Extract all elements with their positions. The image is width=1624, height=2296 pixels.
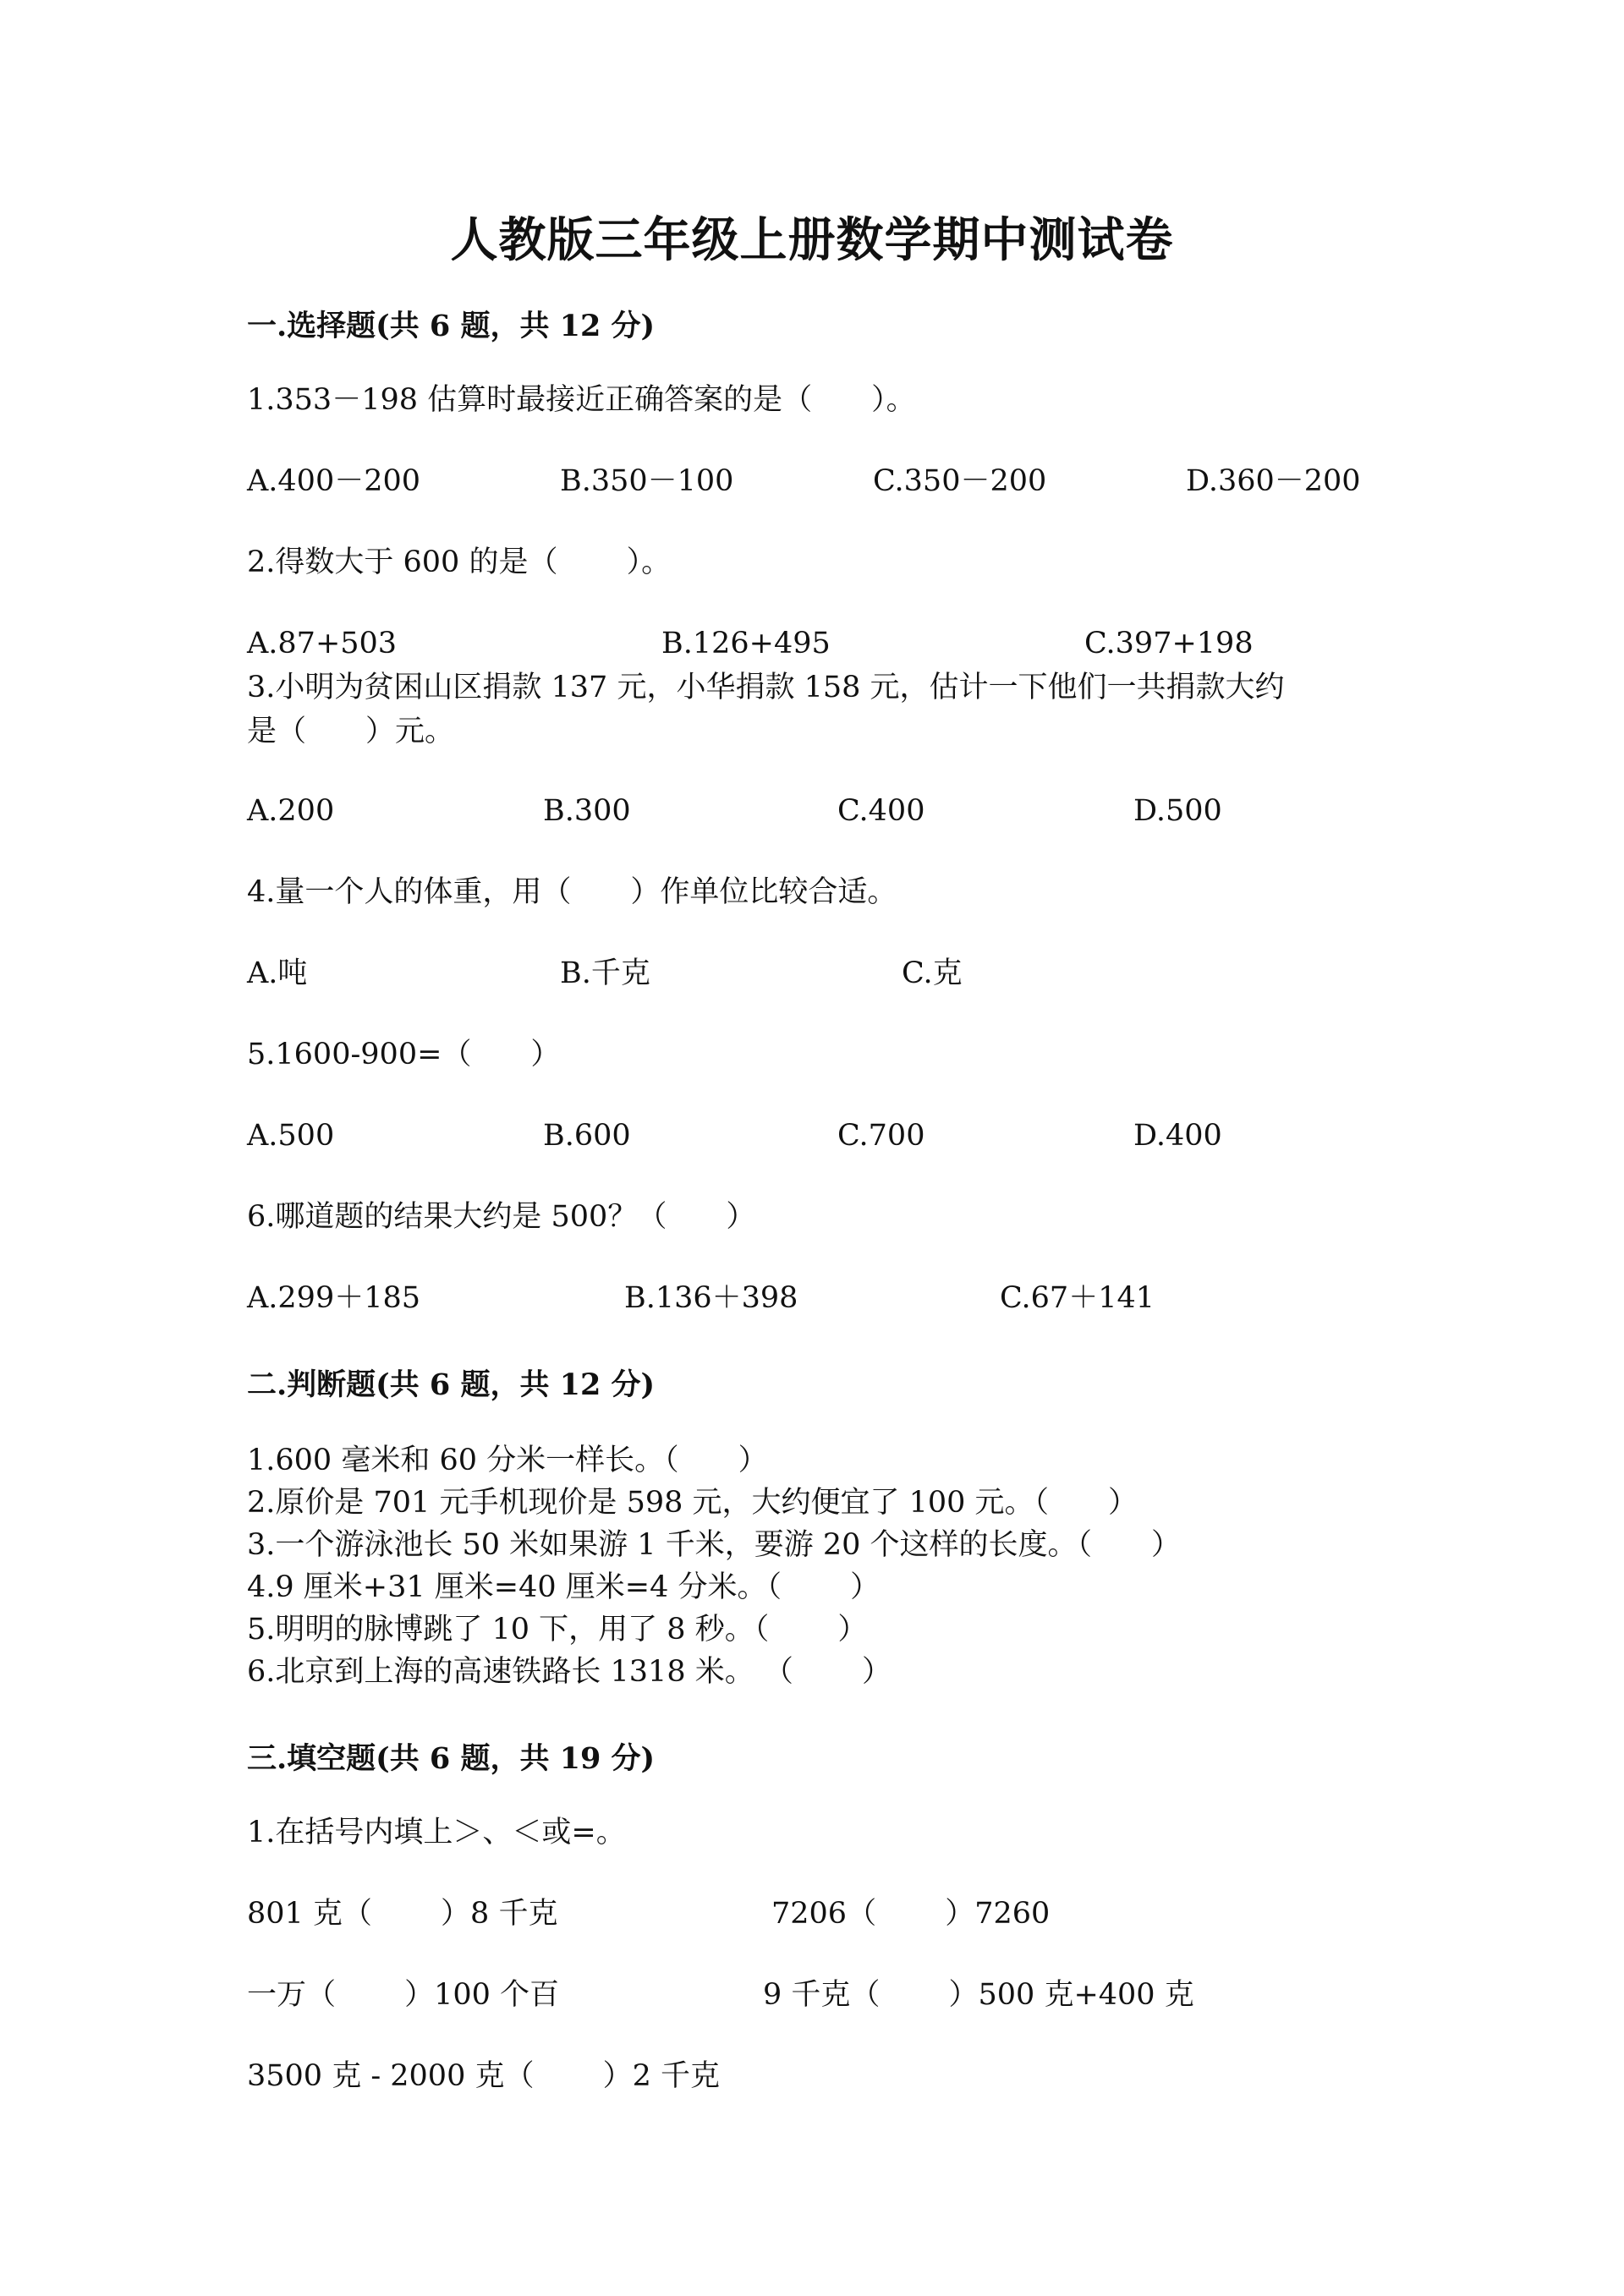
judge-item: 2.原价是 701 元手机现价是 598 元，大约便宜了 100 元。（ ） xyxy=(247,1486,1138,1520)
option-d: D.500 xyxy=(1133,794,1222,828)
option-c: C.67＋141 xyxy=(1000,1281,1155,1315)
comparison-item: 一万（ ）100 个百 xyxy=(247,1978,560,2012)
option-a: A.299＋185 xyxy=(247,1281,421,1315)
judge-item: 6.北京到上海的高速铁路长 1318 米。 （ ） xyxy=(247,1655,892,1689)
option-b: B.300 xyxy=(543,794,631,828)
question-text: 1.353－198 估算时最接近正确答案的是（ ）。 xyxy=(247,383,916,417)
section-heading-choice: 一.选择题(共 6 题，共 12 分) xyxy=(247,309,656,343)
option-b: B.136＋398 xyxy=(624,1281,798,1315)
option-b: B.350－100 xyxy=(560,464,734,498)
option-a: A.吨 xyxy=(247,956,308,990)
option-c: C.397+198 xyxy=(1084,627,1254,660)
question-text: 4.量一个人的体重，用（ ）作单位比较合适。 xyxy=(247,875,897,909)
option-a: A.87+503 xyxy=(247,627,398,660)
option-c: C.400 xyxy=(837,794,925,828)
option-a: A.500 xyxy=(247,1119,335,1153)
comparison-item: 7206（ ）7260 xyxy=(771,1897,1051,1931)
judge-item: 5.明明的脉博跳了 10 下，用了 8 秒。（ ） xyxy=(247,1613,868,1647)
judge-item: 1.600 毫米和 60 分米一样长。（ ） xyxy=(247,1444,768,1477)
option-b: B.126+495 xyxy=(661,627,831,660)
question-text-line2: 是（ ）元。 xyxy=(247,715,455,748)
option-c: C.700 xyxy=(837,1119,925,1153)
comparison-item: 9 千克（ ）500 克+400 克 xyxy=(763,1978,1194,2012)
option-d: D.360－200 xyxy=(1186,464,1361,498)
option-c: C.克 xyxy=(902,956,963,990)
page-title: 人教版三年级上册数学期中测试卷 xyxy=(450,212,1174,268)
comparison-item: 801 克（ ）8 千克 xyxy=(247,1897,558,1931)
section-heading-judge: 二.判断题(共 6 题，共 12 分) xyxy=(247,1367,656,1402)
question-text: 2.得数大于 600 的是（ ）。 xyxy=(247,545,672,579)
judge-item: 4.9 厘米+31 厘米=40 厘米=4 分米。（ ） xyxy=(247,1570,881,1604)
option-d: D.400 xyxy=(1133,1119,1222,1153)
section-heading-fill: 三.填空题(共 6 题，共 19 分) xyxy=(247,1741,656,1776)
option-b: B.千克 xyxy=(560,956,650,990)
question-text: 6.哪道题的结果大约是 500？（ ） xyxy=(247,1200,756,1234)
question-text: 5.1600-900=（ ） xyxy=(247,1038,561,1071)
question-text-line1: 3.小明为贫困山区捐款 137 元，小华捐款 158 元，估计一下他们一共捐款大约 xyxy=(247,671,1285,704)
comparison-item: 3500 克 - 2000 克（ ）2 千克 xyxy=(247,2059,720,2093)
judge-item: 3.一个游泳池长 50 米如果游 1 千米，要游 20 个这样的长度。（ ） xyxy=(247,1528,1181,1562)
question-text: 1.在括号内填上＞、＜或=。 xyxy=(247,1816,626,1849)
option-a: A.400－200 xyxy=(247,464,421,498)
option-b: B.600 xyxy=(543,1119,631,1153)
option-a: A.200 xyxy=(247,794,335,828)
option-c: C.350－200 xyxy=(873,464,1047,498)
